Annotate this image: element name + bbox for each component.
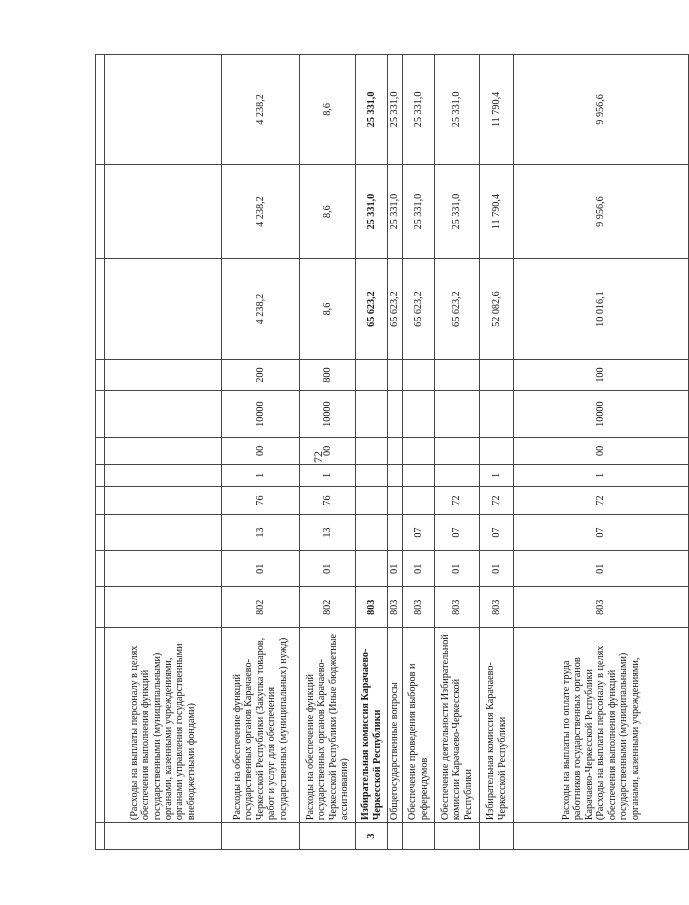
vr-code	[480, 359, 514, 391]
budget-table	[95, 54, 689, 850]
table-row	[403, 55, 435, 850]
row-number	[403, 823, 435, 850]
csr-program: 72	[514, 486, 689, 514]
csr-direction	[105, 391, 222, 438]
amount-year-3: 25 331,0	[388, 55, 403, 165]
expense-name: Обеспечение проведения выборов и референдумов	[403, 628, 435, 823]
csr-event	[356, 437, 388, 464]
ved-code: 803	[514, 587, 689, 628]
vr-code: 800	[300, 359, 356, 391]
csr-direction	[356, 391, 388, 438]
ved-code: 803	[403, 587, 435, 628]
csr-direction	[403, 391, 435, 438]
pr-code	[388, 514, 403, 550]
table-row	[222, 55, 300, 850]
rz-code: 01	[403, 551, 435, 587]
amount-year-2: 9 956,6	[514, 164, 689, 259]
amount-year-2: 25 331,0	[435, 164, 480, 259]
csr-event	[435, 437, 480, 464]
table-row	[435, 55, 480, 850]
row-number	[222, 823, 300, 850]
amount-year-3: 11 790,4	[480, 55, 514, 165]
row-number	[435, 823, 480, 850]
table-row	[480, 55, 514, 850]
vr-code	[388, 359, 403, 391]
amount-year-2: 11 790,4	[480, 164, 514, 259]
expense-name: Расходы на выплаты по оплате труда работников государственных органов Карачаево-Черкесской Республики (Расходы на выплаты персоналу в целях обеспечения выполнения функций государственными (муниципальными) органами, казенными учреждениями,	[514, 628, 689, 823]
amount-year-1: 4 238,2	[222, 259, 300, 359]
amount-year-1: 65 623,2	[356, 259, 388, 359]
csr-program	[105, 486, 222, 514]
header-cell	[96, 437, 105, 464]
row-number	[388, 823, 403, 850]
vr-code	[356, 359, 388, 391]
amount-year-1: 10 016,1	[514, 259, 689, 359]
header-cell	[96, 55, 105, 165]
ved-code: 803	[388, 587, 403, 628]
budget-table-container	[95, 54, 641, 850]
vr-code: 200	[222, 359, 300, 391]
csr-subprogram	[388, 464, 403, 486]
amount-year-1: 8,6	[300, 259, 356, 359]
table-row	[356, 55, 388, 850]
csr-subprogram	[356, 464, 388, 486]
csr-subprogram: 1	[480, 464, 514, 486]
row-number	[514, 823, 689, 850]
header-cell	[96, 514, 105, 550]
csr-event: 00	[514, 437, 689, 464]
amount-year-2: 25 331,0	[356, 164, 388, 259]
csr-event	[480, 437, 514, 464]
amount-year-1: 52 082,6	[480, 259, 514, 359]
amount-year-2	[105, 164, 222, 259]
page-number: 72	[311, 451, 325, 463]
amount-year-2: 4 238,2	[222, 164, 300, 259]
csr-direction	[435, 391, 480, 438]
csr-direction: 10000	[514, 391, 689, 438]
amount-year-3: 25 331,0	[403, 55, 435, 165]
rz-code: 01	[300, 551, 356, 587]
csr-subprogram: 1	[514, 464, 689, 486]
csr-event: 00	[222, 437, 300, 464]
vr-code	[105, 359, 222, 391]
header-cell	[96, 628, 105, 823]
table-row	[105, 55, 222, 850]
csr-program: 72	[435, 486, 480, 514]
csr-direction: 10000	[300, 391, 356, 438]
csr-subprogram	[403, 464, 435, 486]
rz-code: 01	[222, 551, 300, 587]
csr-program	[403, 486, 435, 514]
expense-name: Избирательная комиссия Карачаево-Черкесской Республики	[356, 628, 388, 823]
amount-year-3: 8,6	[300, 55, 356, 165]
header-cell	[96, 587, 105, 628]
amount-year-1: 65 623,2	[403, 259, 435, 359]
amount-year-2: 8,6	[300, 164, 356, 259]
csr-direction	[480, 391, 514, 438]
csr-program: 76	[300, 486, 356, 514]
csr-subprogram: 1	[300, 464, 356, 486]
amount-year-2: 25 331,0	[403, 164, 435, 259]
ved-code: 803	[356, 587, 388, 628]
header-cell	[96, 164, 105, 259]
header-cell	[96, 391, 105, 438]
ved-code: 803	[435, 587, 480, 628]
amount-year-2: 25 331,0	[388, 164, 403, 259]
expense-name: (Расходы на выплаты персоналу в целях обеспечения выполнения функций государственными (муниципальными) органами, казенными учреждениями, органами управления государственными внебюджетными фондами)	[105, 628, 222, 823]
ved-code: 802	[222, 587, 300, 628]
row-number	[300, 823, 356, 850]
row-number	[480, 823, 514, 850]
amount-year-1: 65 623,2	[435, 259, 480, 359]
pr-code: 07	[403, 514, 435, 550]
csr-event	[388, 437, 403, 464]
vr-code	[403, 359, 435, 391]
table-row	[300, 55, 356, 850]
expense-name: Общегосударственные вопросы	[388, 628, 403, 823]
amount-year-3: 25 331,0	[356, 55, 388, 165]
pr-code: 13	[300, 514, 356, 550]
pr-code	[356, 514, 388, 550]
table-row	[514, 55, 689, 850]
csr-subprogram: 1	[222, 464, 300, 486]
csr-event: 00	[300, 437, 356, 464]
pr-code: 13	[222, 514, 300, 550]
rz-code: 01	[480, 551, 514, 587]
ved-code: 803	[480, 587, 514, 628]
csr-direction: 10000	[222, 391, 300, 438]
vr-code: 100	[514, 359, 689, 391]
header-cell	[96, 259, 105, 359]
row-number	[105, 823, 222, 850]
ved-code: 802	[300, 587, 356, 628]
amount-year-3: 4 238,2	[222, 55, 300, 165]
csr-program: 72	[480, 486, 514, 514]
rz-code: 01	[514, 551, 689, 587]
csr-direction	[388, 391, 403, 438]
pr-code: 07	[514, 514, 689, 550]
csr-subprogram	[435, 464, 480, 486]
amount-year-3	[105, 55, 222, 165]
header-cell	[96, 486, 105, 514]
csr-program	[388, 486, 403, 514]
expense-name: Расходы на обеспечение функций государственных органов Карачаево-Черкесской Республики (Иные бюджетные ассигнования)	[300, 628, 356, 823]
amount-year-1	[105, 259, 222, 359]
row-number: 3	[356, 823, 388, 850]
header-cell	[96, 359, 105, 391]
pr-code: 07	[480, 514, 514, 550]
header-cell	[96, 551, 105, 587]
rz-code	[105, 551, 222, 587]
pr-code	[105, 514, 222, 550]
table-header-row	[96, 55, 105, 850]
header-cell	[96, 823, 105, 850]
expense-name: Обеспечение деятельности Избирательной комиссии Карачаево-Черкесской Республики	[435, 628, 480, 823]
table-row	[388, 55, 403, 850]
amount-year-1: 65 623,2	[388, 259, 403, 359]
expense-name: Избирательная комиссия Карачаево-Черкесской Республики	[480, 628, 514, 823]
vr-code	[435, 359, 480, 391]
budget-table-rotated	[95, 54, 641, 850]
rz-code	[356, 551, 388, 587]
csr-subprogram	[105, 464, 222, 486]
expense-name: Расходы на обеспечение функций государственных органов Карачаево-Черкесской Республики (Закупка товаров, работ и услуг для обеспечения государственных (муниципальных) нужд)	[222, 628, 300, 823]
csr-event	[403, 437, 435, 464]
csr-program: 76	[222, 486, 300, 514]
header-cell	[96, 464, 105, 486]
pr-code: 07	[435, 514, 480, 550]
ved-code	[105, 587, 222, 628]
amount-year-3: 25 331,0	[435, 55, 480, 165]
amount-year-3: 9 956,6	[514, 55, 689, 165]
csr-event	[105, 437, 222, 464]
csr-program	[356, 486, 388, 514]
rz-code: 01	[435, 551, 480, 587]
rz-code: 01	[388, 551, 403, 587]
